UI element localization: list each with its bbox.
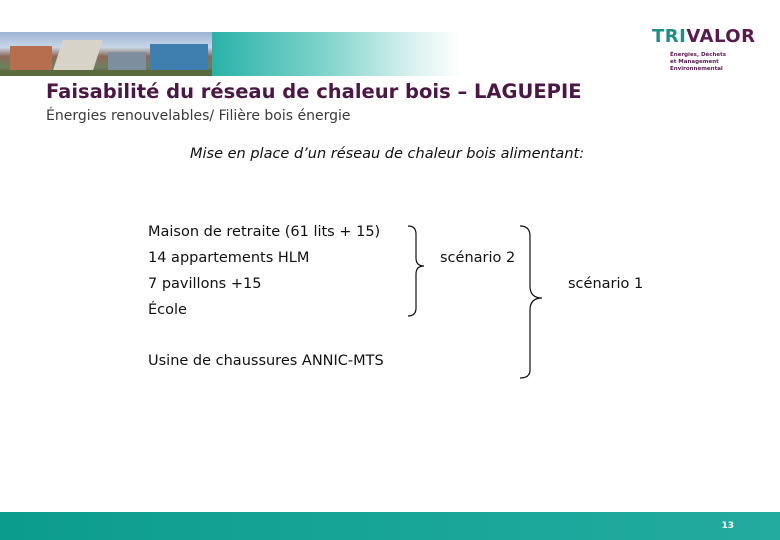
list-item: 14 appartements HLM	[148, 250, 310, 266]
scenario-1-label: scénario 1	[568, 276, 644, 292]
list-item: 7 pavillons +15	[148, 276, 262, 292]
list-item: Usine de chaussures ANNIC-MTS	[148, 353, 384, 369]
scenario-1-bracket	[520, 226, 542, 378]
logo-tri: TRI	[652, 26, 687, 47]
logo-valor: VALOR	[686, 26, 756, 47]
page-number: 13	[721, 521, 734, 531]
scenario-2-bracket	[408, 226, 424, 316]
logo-tagline-line: Énergies, Déchets	[670, 52, 727, 58]
slide-title: Faisabilité du réseau de chaleur bois – LAGUEPIE	[46, 80, 582, 103]
footer-bar	[0, 512, 780, 540]
slide-subtitle: Énergies renouvelables/ Filière bois énergie	[46, 108, 351, 124]
list-item: École	[148, 302, 187, 318]
logo-tagline-line: Environnemental	[670, 66, 723, 72]
scenario-2-label: scénario 2	[440, 250, 516, 266]
intro-text: Mise en place d’un réseau de chaleur bois alimentant:	[190, 146, 585, 162]
list-item: Maison de retraite (61 lits + 15)	[148, 224, 381, 240]
logo-tagline-line: et Management	[670, 59, 719, 65]
